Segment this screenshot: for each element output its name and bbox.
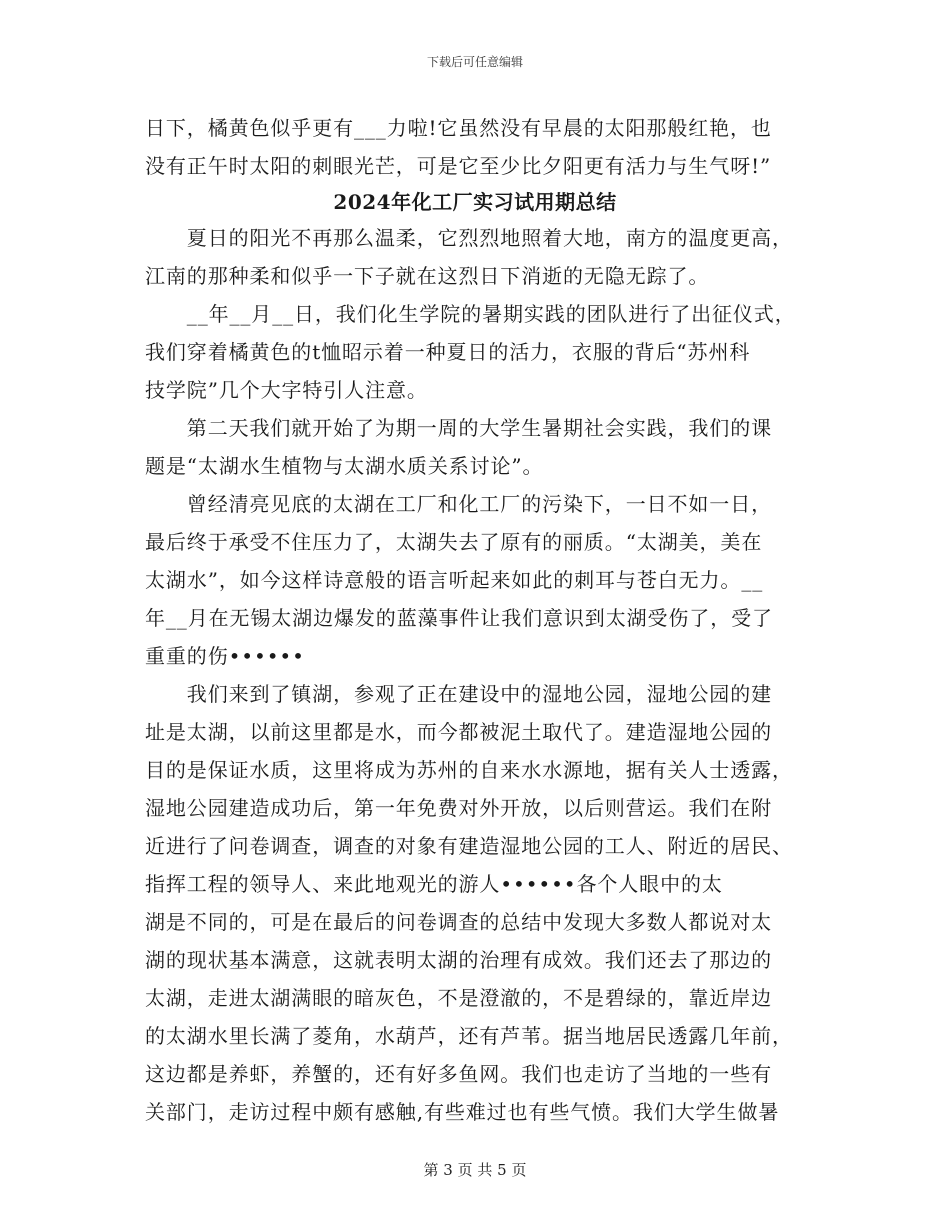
paragraph-line: 年__月在无锡太湖边爆发的蓝藻事件让我们意识到太湖受伤了，受了 [145,606,773,630]
paragraph-line: 第二天我们就开始了为期一周的大学生暑期社会实践，我们的课 [145,416,772,440]
paragraph-line: 指挥工程的领导人、来此地观光的游人••••••各个人眼中的太 [145,872,723,896]
intro-line: 日下，橘黄色似乎更有___力啦!它虽然没有早晨的太阳那般红艳，也 [145,116,772,140]
paragraph-line: 目的是保证水质，这里将成为苏州的自来水水源地，据有关人士透露， [145,758,793,782]
paragraph-line: 近进行了问卷调查，调查的对象有建造湿地公园的工人、附近的居民、 [145,834,793,858]
paragraph-line: 我们穿着橘黄色的t恤昭示着一种夏日的活力，衣服的背后“苏州科 [145,340,751,364]
document-body [145,112,805,1128]
paragraph-line: 湖是不同的，可是在最后的问卷调查的总结中发现大多数人都说对太 [145,910,772,934]
paragraph-line: 我们来到了镇湖，参观了正在建设中的湿地公园，湿地公园的建 [145,682,772,706]
paragraph-line: 题是“太湖水生植物与太湖水质关系讨论”。 [145,454,544,478]
paragraph-line: 重重的伤•••••• [145,644,305,668]
paragraph-line: 这边都是养虾，养蟹的，还有好多鱼网。我们也走访了当地的一些有 [145,1062,772,1086]
page-number-footer: 第 3 页 共 5 页 [423,1161,527,1179]
paragraph-line: 湖的现状基本满意，这就表明太湖的治理有成效。我们还去了那边的 [145,948,772,972]
document-title: 2024年化工厂实习试用期总结 [333,190,617,214]
page-header: 下载后可任意编辑 [426,55,523,69]
paragraph-line: 关部门，走访过程中颇有感触,有些难过也有些气愤。我们大学生做暑 [145,1100,780,1124]
paragraph-line: 太湖，走进太湖满眼的暗灰色，不是澄澈的，不是碧绿的，靠近岸边 [145,986,772,1010]
paragraph-line: 技学院”几个大字特引人注意。 [145,378,428,402]
intro-line: 没有正午时太阳的刺眼光芒，可是它至少比夕阳更有活力与生气呀!” [145,154,772,178]
paragraph-line: 湿地公园建造成功后，第一年免费对外开放，以后则营运。我们在附 [145,796,772,820]
paragraph-line: 江南的那种柔和似乎一下子就在这烈日下消逝的无隐无踪了。 [145,264,710,288]
paragraph-line: 曾经清亮见底的太湖在工厂和化工厂的污染下，一日不如一日， [145,492,772,516]
paragraph-line: 夏日的阳光不再那么温柔，它烈烈地照着大地，南方的温度更高， [145,226,793,250]
paragraph-line: 址是太湖，以前这里都是水，而今都被泥土取代了。建造湿地公园的 [145,720,772,744]
paragraph-line: __年__月__日，我们化生学院的暑期实践的团队进行了出征仪式， [145,302,796,326]
paragraph-line: 太湖水”，如今这样诗意般的语言听起来如此的刺耳与苍白无力。__ [145,568,764,592]
paragraph-line: 最后终于承受不住压力了，太湖失去了原有的丽质。“太湖美，美在 [145,530,763,554]
paragraph-line: 的太湖水里长满了菱角，水葫芦，还有芦苇。据当地居民透露几年前， [145,1024,793,1048]
